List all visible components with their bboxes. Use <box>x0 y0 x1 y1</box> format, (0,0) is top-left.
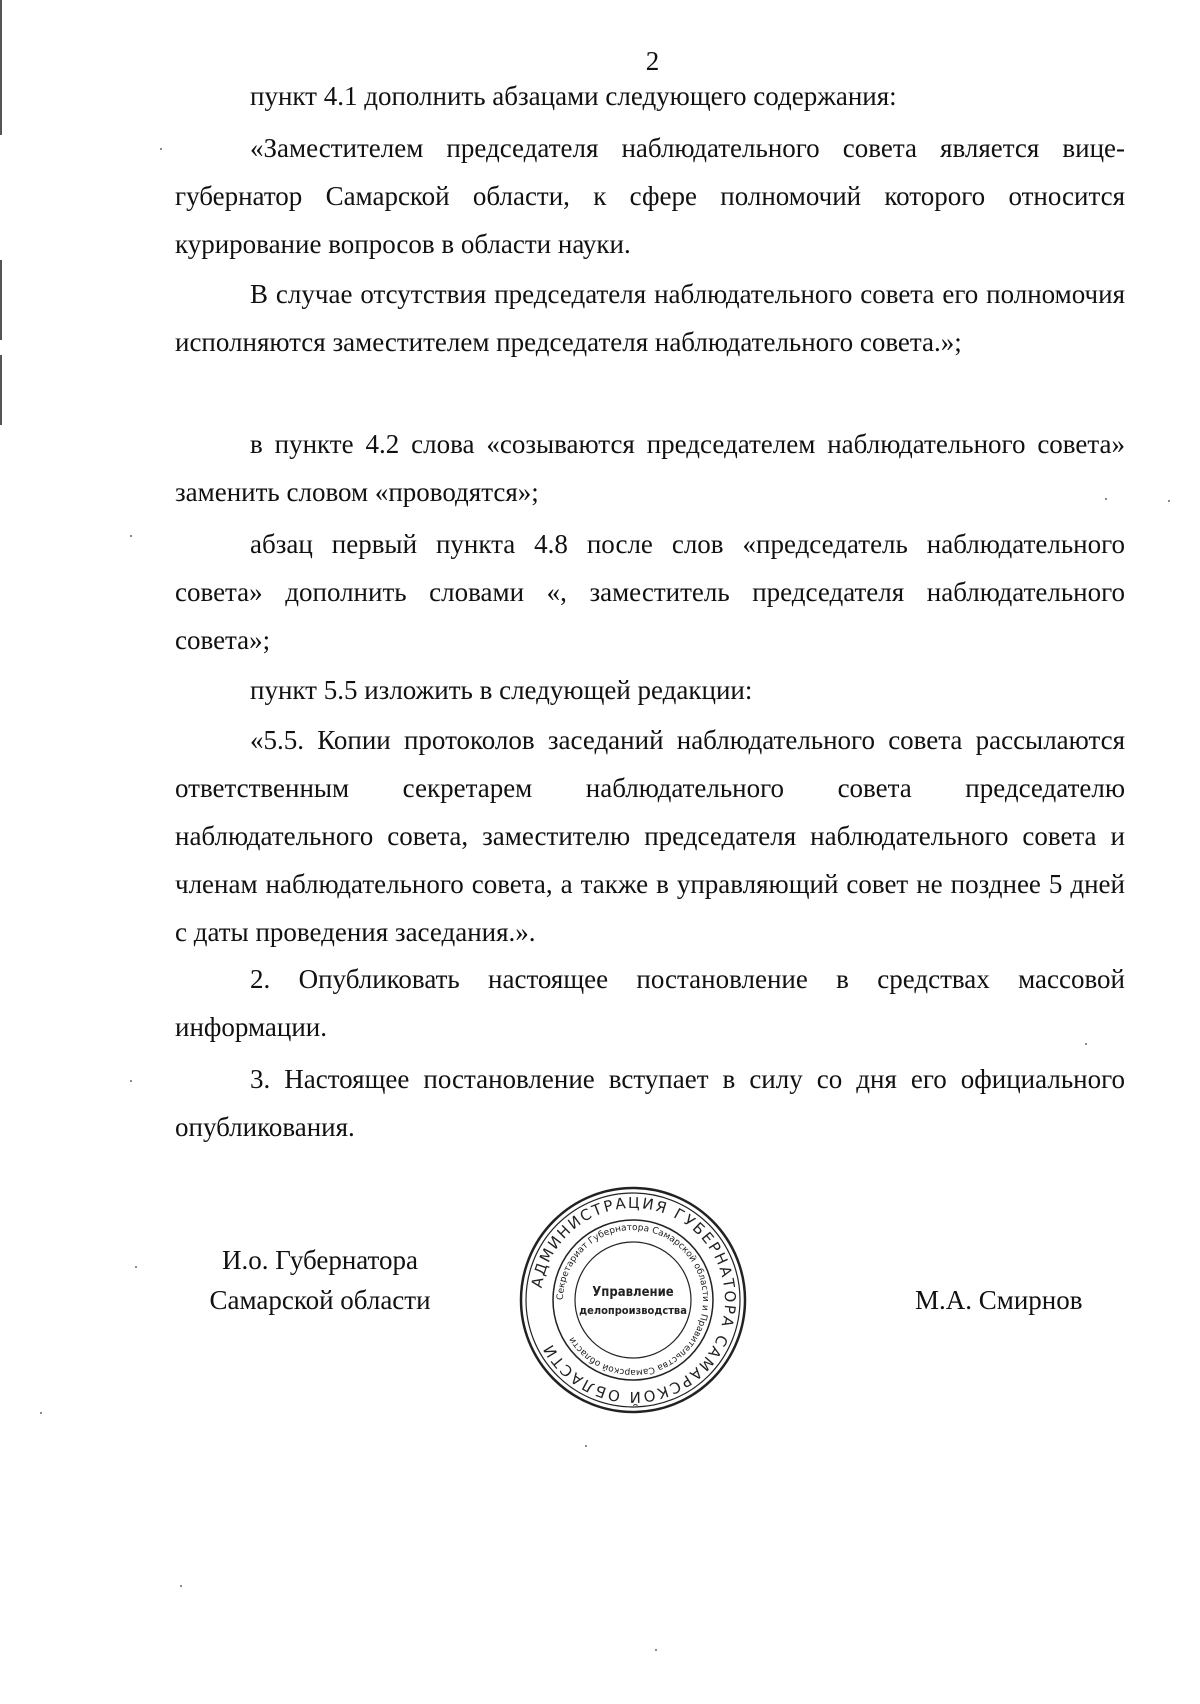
scan-speck <box>135 1266 137 1268</box>
official-stamp <box>518 1185 748 1415</box>
paragraph: «Заместителем председателя наблюдательного совета является вице-губернатор Самарской области, к сфере полномочий которого относится курирование вопросов в области науки. <box>175 133 1125 259</box>
scan-speck <box>585 1445 587 1447</box>
paragraph: пункт 4.1 дополнить абзацами следующего содержания: <box>250 81 897 111</box>
stamp-center-line: Управление <box>592 1285 674 1300</box>
paragraph: в пункте 4.2 слова «созываются председателем наблюдательного совета» заменить словом «проводятся»; <box>175 429 1125 507</box>
page-number: 2 <box>645 46 660 76</box>
scan-speck <box>130 1080 132 1082</box>
stamp-ring <box>553 1220 713 1380</box>
paragraph: абзац первый пункта 4.8 после слов «председатель наблюдательного совета» дополнить словами «, заместитель председателя наблюдательного совета»; <box>175 529 1125 655</box>
scan-speck <box>655 1649 657 1651</box>
stamp-outer-text: АДМИНИСТРАЦИЯ ГУБЕРНАТОРА САМАРСКОЙ ОБЛАСТИ <box>527 1193 740 1407</box>
scan-edge-mark <box>0 260 2 340</box>
stamp-inner-ring-text: Секретариат Губернатора Самарской области и Правительства Самарской области <box>555 1222 711 1378</box>
scan-speck <box>40 1412 42 1414</box>
paragraph: 2. Опубликовать настоящее постановление в средствах массовой информации. <box>175 964 1125 1042</box>
signatory-title-line: Самарской области <box>209 1285 431 1315</box>
scan-speck <box>180 1585 182 1587</box>
stamp-center-line: делопроизводства <box>579 1304 687 1317</box>
scan-speck <box>1105 498 1107 500</box>
signatory-title-line: И.о. Губернатора <box>221 1245 418 1275</box>
scan-speck <box>1168 500 1170 502</box>
stamp-outer-ring <box>521 1188 745 1412</box>
signatory-title <box>190 1240 450 1320</box>
paragraph: В случае отсутствия председателя наблюдательного совета его полномочия исполняются заместителем председателя наблюдательного совета.»; <box>175 279 1125 357</box>
scan-speck <box>160 148 162 150</box>
scan-speck <box>130 535 132 537</box>
paragraph: 3. Настоящее постановление вступает в силу со дня его официального опубликования. <box>175 1064 1125 1142</box>
paragraph: «5.5. Копии протоколов заседаний наблюдательного совета рассылаются ответственным секретарем наблюдательного совета председателю наблюдательного совета, заместителю председателя наблюдательного совета и членам наблюдательного совета, а также в управляющий совет не позднее 5 дней с даты проведения заседания.». <box>175 725 1125 947</box>
stamp-inner-ring <box>575 1242 691 1358</box>
signatory-name: М.А. Смирнов <box>915 1285 1083 1315</box>
paragraph: пункт 5.5 изложить в следующей редакции: <box>250 675 753 705</box>
scan-speck <box>1085 1043 1087 1045</box>
scan-edge-mark <box>0 355 2 425</box>
